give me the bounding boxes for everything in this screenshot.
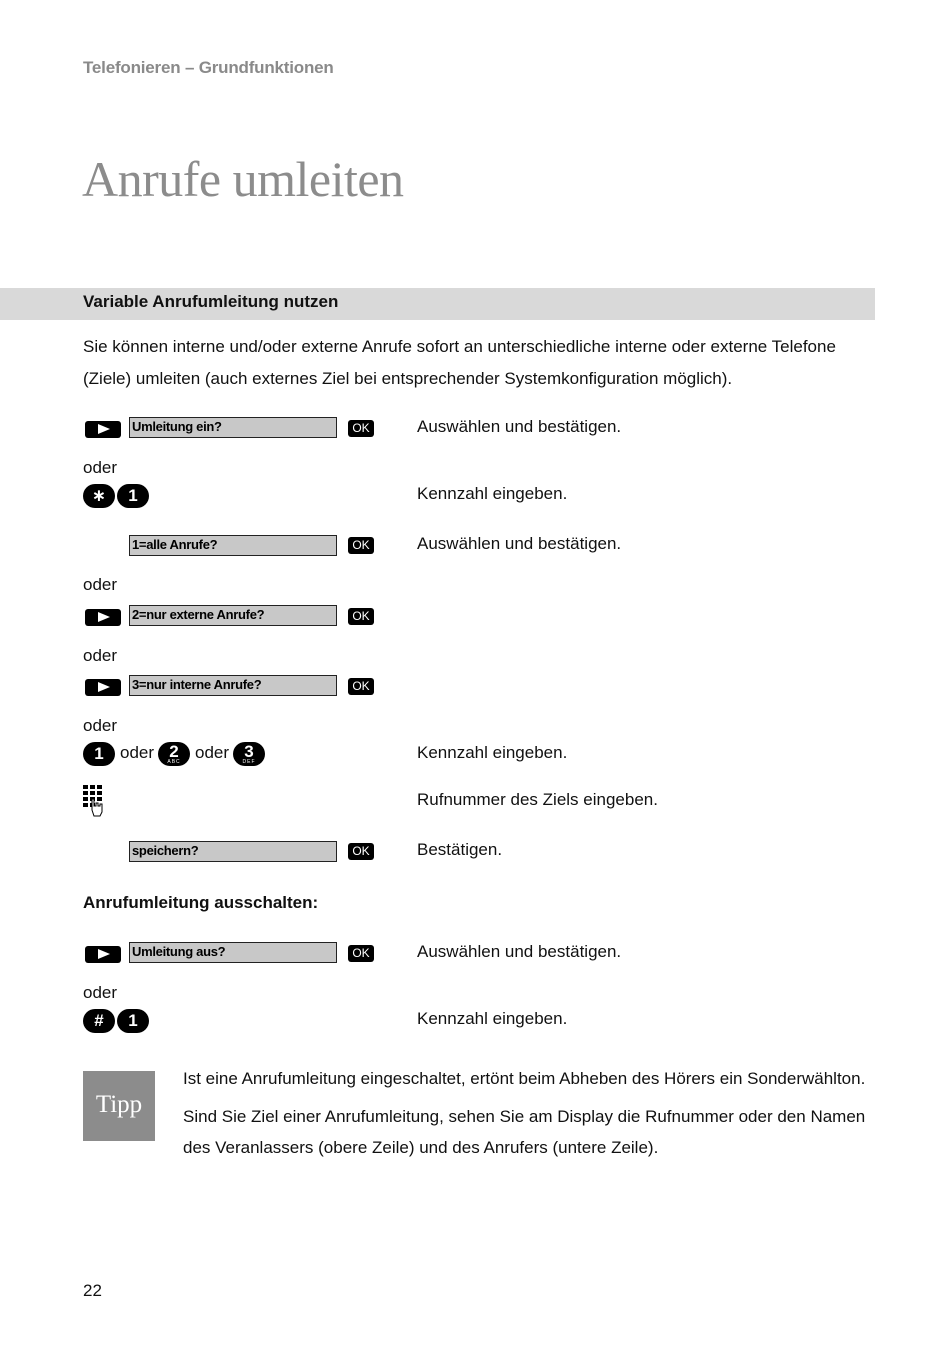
tipp-text-2: Sind Sie Ziel einer Anrufumleitung, sehen Sie am Display die Rufnummer oder den Namen des Veranlassers (obere Zeile) und des Anrufers (untere Zeile). (183, 1107, 866, 1157)
step-description: Kennzahl eingeben. (417, 743, 568, 762)
ok-key: OK (348, 537, 374, 554)
section-title: Variable Anrufumleitung nutzen (83, 292, 339, 311)
keypad-icon (83, 785, 107, 817)
oder-label: oder (83, 716, 118, 735)
step-description: Auswählen und bestätigen. (417, 417, 622, 436)
step-description: Rufnummer des Ziels eingeben. (417, 790, 658, 809)
one-key-icon: 1 (117, 1009, 149, 1033)
two-key-icon: 2 ABC (158, 742, 190, 766)
oder-label: oder (83, 575, 118, 594)
step-description: Kennzahl eingeben. (417, 1009, 568, 1028)
arrow-key-icon (85, 946, 121, 963)
hash-key-icon: # (83, 1009, 115, 1033)
tipp-text-1: Ist eine Anrufumleitung eingeschaltet, ertönt beim Abheben des Hörers ein Sonderwählton. (183, 1069, 866, 1088)
step-description: Auswählen und bestätigen. (417, 534, 622, 553)
display-nur-externe: 2=nur externe Anrufe? (129, 605, 337, 626)
ok-key: OK (348, 420, 374, 437)
display-nur-interne: 3=nur interne Anrufe? (129, 675, 337, 696)
arrow-key-icon (85, 679, 121, 696)
page-number: 22 (83, 1281, 102, 1300)
one-key-icon: 1 (117, 484, 149, 508)
display-speichern: speichern? (129, 841, 337, 862)
star-key-icon: ∗ (83, 484, 115, 508)
subheading-ausschalten: Anrufumleitung ausschalten: (83, 893, 319, 912)
ok-key: OK (348, 945, 374, 962)
oder-inline: oder (195, 743, 230, 762)
oder-label: oder (83, 458, 118, 477)
display-umleitung-aus: Umleitung aus? (129, 942, 337, 963)
display-alle-anrufe: 1=alle Anrufe? (129, 535, 337, 556)
ok-key: OK (348, 843, 374, 860)
display-umleitung-ein: Umleitung ein? (129, 417, 337, 438)
tipp-badge: Tipp (83, 1071, 155, 1141)
step-description: Bestätigen. (417, 840, 503, 859)
page-title: Anrufe umleiten (82, 151, 404, 207)
oder-label: oder (83, 646, 118, 665)
three-key-icon: 3 DEF (233, 742, 265, 766)
ok-key: OK (348, 678, 374, 695)
oder-inline: oder (120, 743, 155, 762)
arrow-key-icon (85, 421, 121, 438)
ok-key: OK (348, 608, 374, 625)
intro-paragraph: Sie können interne und/oder externe Anrufe sofort an unterschiedliche interne oder externe Telefone (Ziele) umleiten (auch externes Ziel bei entsprechender Systemkonfiguration möglich). (83, 337, 836, 388)
step-description: Kennzahl eingeben. (417, 484, 568, 503)
running-header: Telefonieren – Grundfunktionen (83, 58, 334, 77)
arrow-key-icon (85, 609, 121, 626)
step-description: Auswählen und bestätigen. (417, 942, 622, 961)
one-key-icon: 1 (83, 742, 115, 766)
oder-label: oder (83, 983, 118, 1002)
